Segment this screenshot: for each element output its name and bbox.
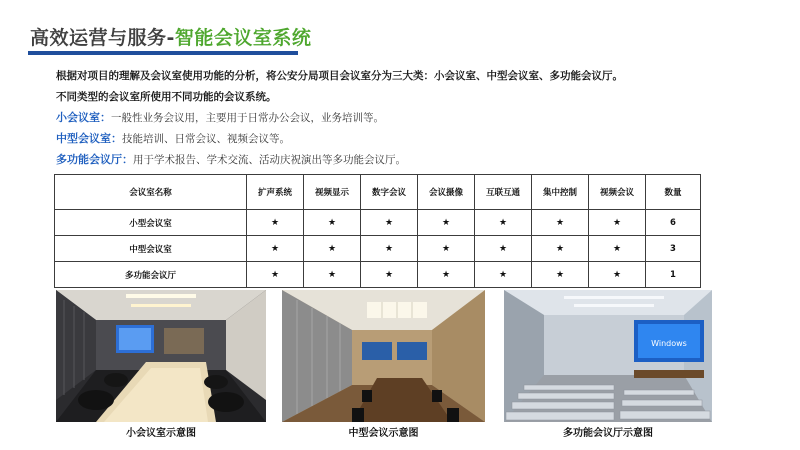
table-header-cell: 数量 xyxy=(646,175,701,210)
star-mark: ★ xyxy=(247,236,304,262)
star-mark: ★ xyxy=(589,210,646,236)
star-mark: ★ xyxy=(532,210,589,236)
table-header-cell: 集中控制 xyxy=(532,175,589,210)
star-mark: ★ xyxy=(247,210,304,236)
table-header-cell: 数字会议 xyxy=(361,175,418,210)
hall-caption: 多功能会议厅示意图 xyxy=(563,428,653,439)
page-title-highlight: 智能会议室系统 xyxy=(174,27,312,49)
category-desc: 用于学术报告、学术交流、活动庆祝演出等多功能会议厅。 xyxy=(133,154,406,166)
star-mark: ★ xyxy=(304,210,361,236)
hall-screen-text: Windows xyxy=(651,339,687,348)
star-mark: ★ xyxy=(361,262,418,288)
star-mark: ★ xyxy=(589,262,646,288)
star-mark: ★ xyxy=(475,210,532,236)
room-name-cell: 小型会议室 xyxy=(55,210,247,236)
star-mark: ★ xyxy=(418,236,475,262)
page-title-main: 高效运营与服务- xyxy=(30,27,175,49)
intro-line-2: 不同类型的会议室所使用不同功能的会议系统。 xyxy=(56,91,277,103)
star-mark: ★ xyxy=(304,236,361,262)
small-room-caption: 小会议室示意图 xyxy=(126,428,196,439)
star-mark: ★ xyxy=(589,236,646,262)
table-header-cell: 会议室名称 xyxy=(55,175,247,210)
star-mark: ★ xyxy=(304,262,361,288)
star-mark: ★ xyxy=(247,262,304,288)
category-small-room xyxy=(56,110,384,126)
table-row xyxy=(55,236,701,262)
count-cell: 6 xyxy=(646,210,701,236)
star-mark: ★ xyxy=(475,236,532,262)
category-medium-room xyxy=(56,131,290,147)
category-name: 中型会议室： xyxy=(56,132,122,145)
category-name: 小会议室： xyxy=(56,111,111,124)
star-mark: ★ xyxy=(418,262,475,288)
table-header-cell: 视频会议 xyxy=(589,175,646,210)
count-cell: 3 xyxy=(646,236,701,262)
intro-line-1: 根据对项目的理解及会议室使用功能的分析，将公安分局项目会议室分为三大类：小会议室、中型会议室、多功能会议厅。 xyxy=(56,70,623,82)
medium-room-photo xyxy=(282,290,485,422)
title-underline xyxy=(28,51,298,55)
table-row xyxy=(55,210,701,236)
category-name: 多功能会议厅： xyxy=(56,153,133,166)
category-hall xyxy=(56,152,406,168)
table-header-cell: 扩声系统 xyxy=(247,175,304,210)
category-desc: 一般性业务会议用，主要用于日常办公会议，业务培训等。 xyxy=(111,112,384,124)
page-title xyxy=(30,20,311,50)
meeting-room-spec-table xyxy=(54,174,701,288)
room-name-cell: 中型会议室 xyxy=(55,236,247,262)
hall-photo xyxy=(504,290,712,422)
star-mark: ★ xyxy=(418,210,475,236)
star-mark: ★ xyxy=(475,262,532,288)
star-mark: ★ xyxy=(361,236,418,262)
table-header-cell: 互联互通 xyxy=(475,175,532,210)
table-header-row xyxy=(55,175,701,210)
small-room-photo xyxy=(56,290,266,422)
table-row xyxy=(55,262,701,288)
star-mark: ★ xyxy=(532,262,589,288)
table-header-cell: 视频显示 xyxy=(304,175,361,210)
medium-room-caption: 中型会议示意图 xyxy=(348,428,419,439)
intro-text xyxy=(56,66,756,108)
table-header-cell: 会议摄像 xyxy=(418,175,475,210)
star-mark: ★ xyxy=(532,236,589,262)
room-name-cell: 多功能会议厅 xyxy=(55,262,247,288)
category-desc: 技能培训、日常会议、视频会议等。 xyxy=(122,133,290,145)
star-mark: ★ xyxy=(361,210,418,236)
count-cell: 1 xyxy=(646,262,701,288)
